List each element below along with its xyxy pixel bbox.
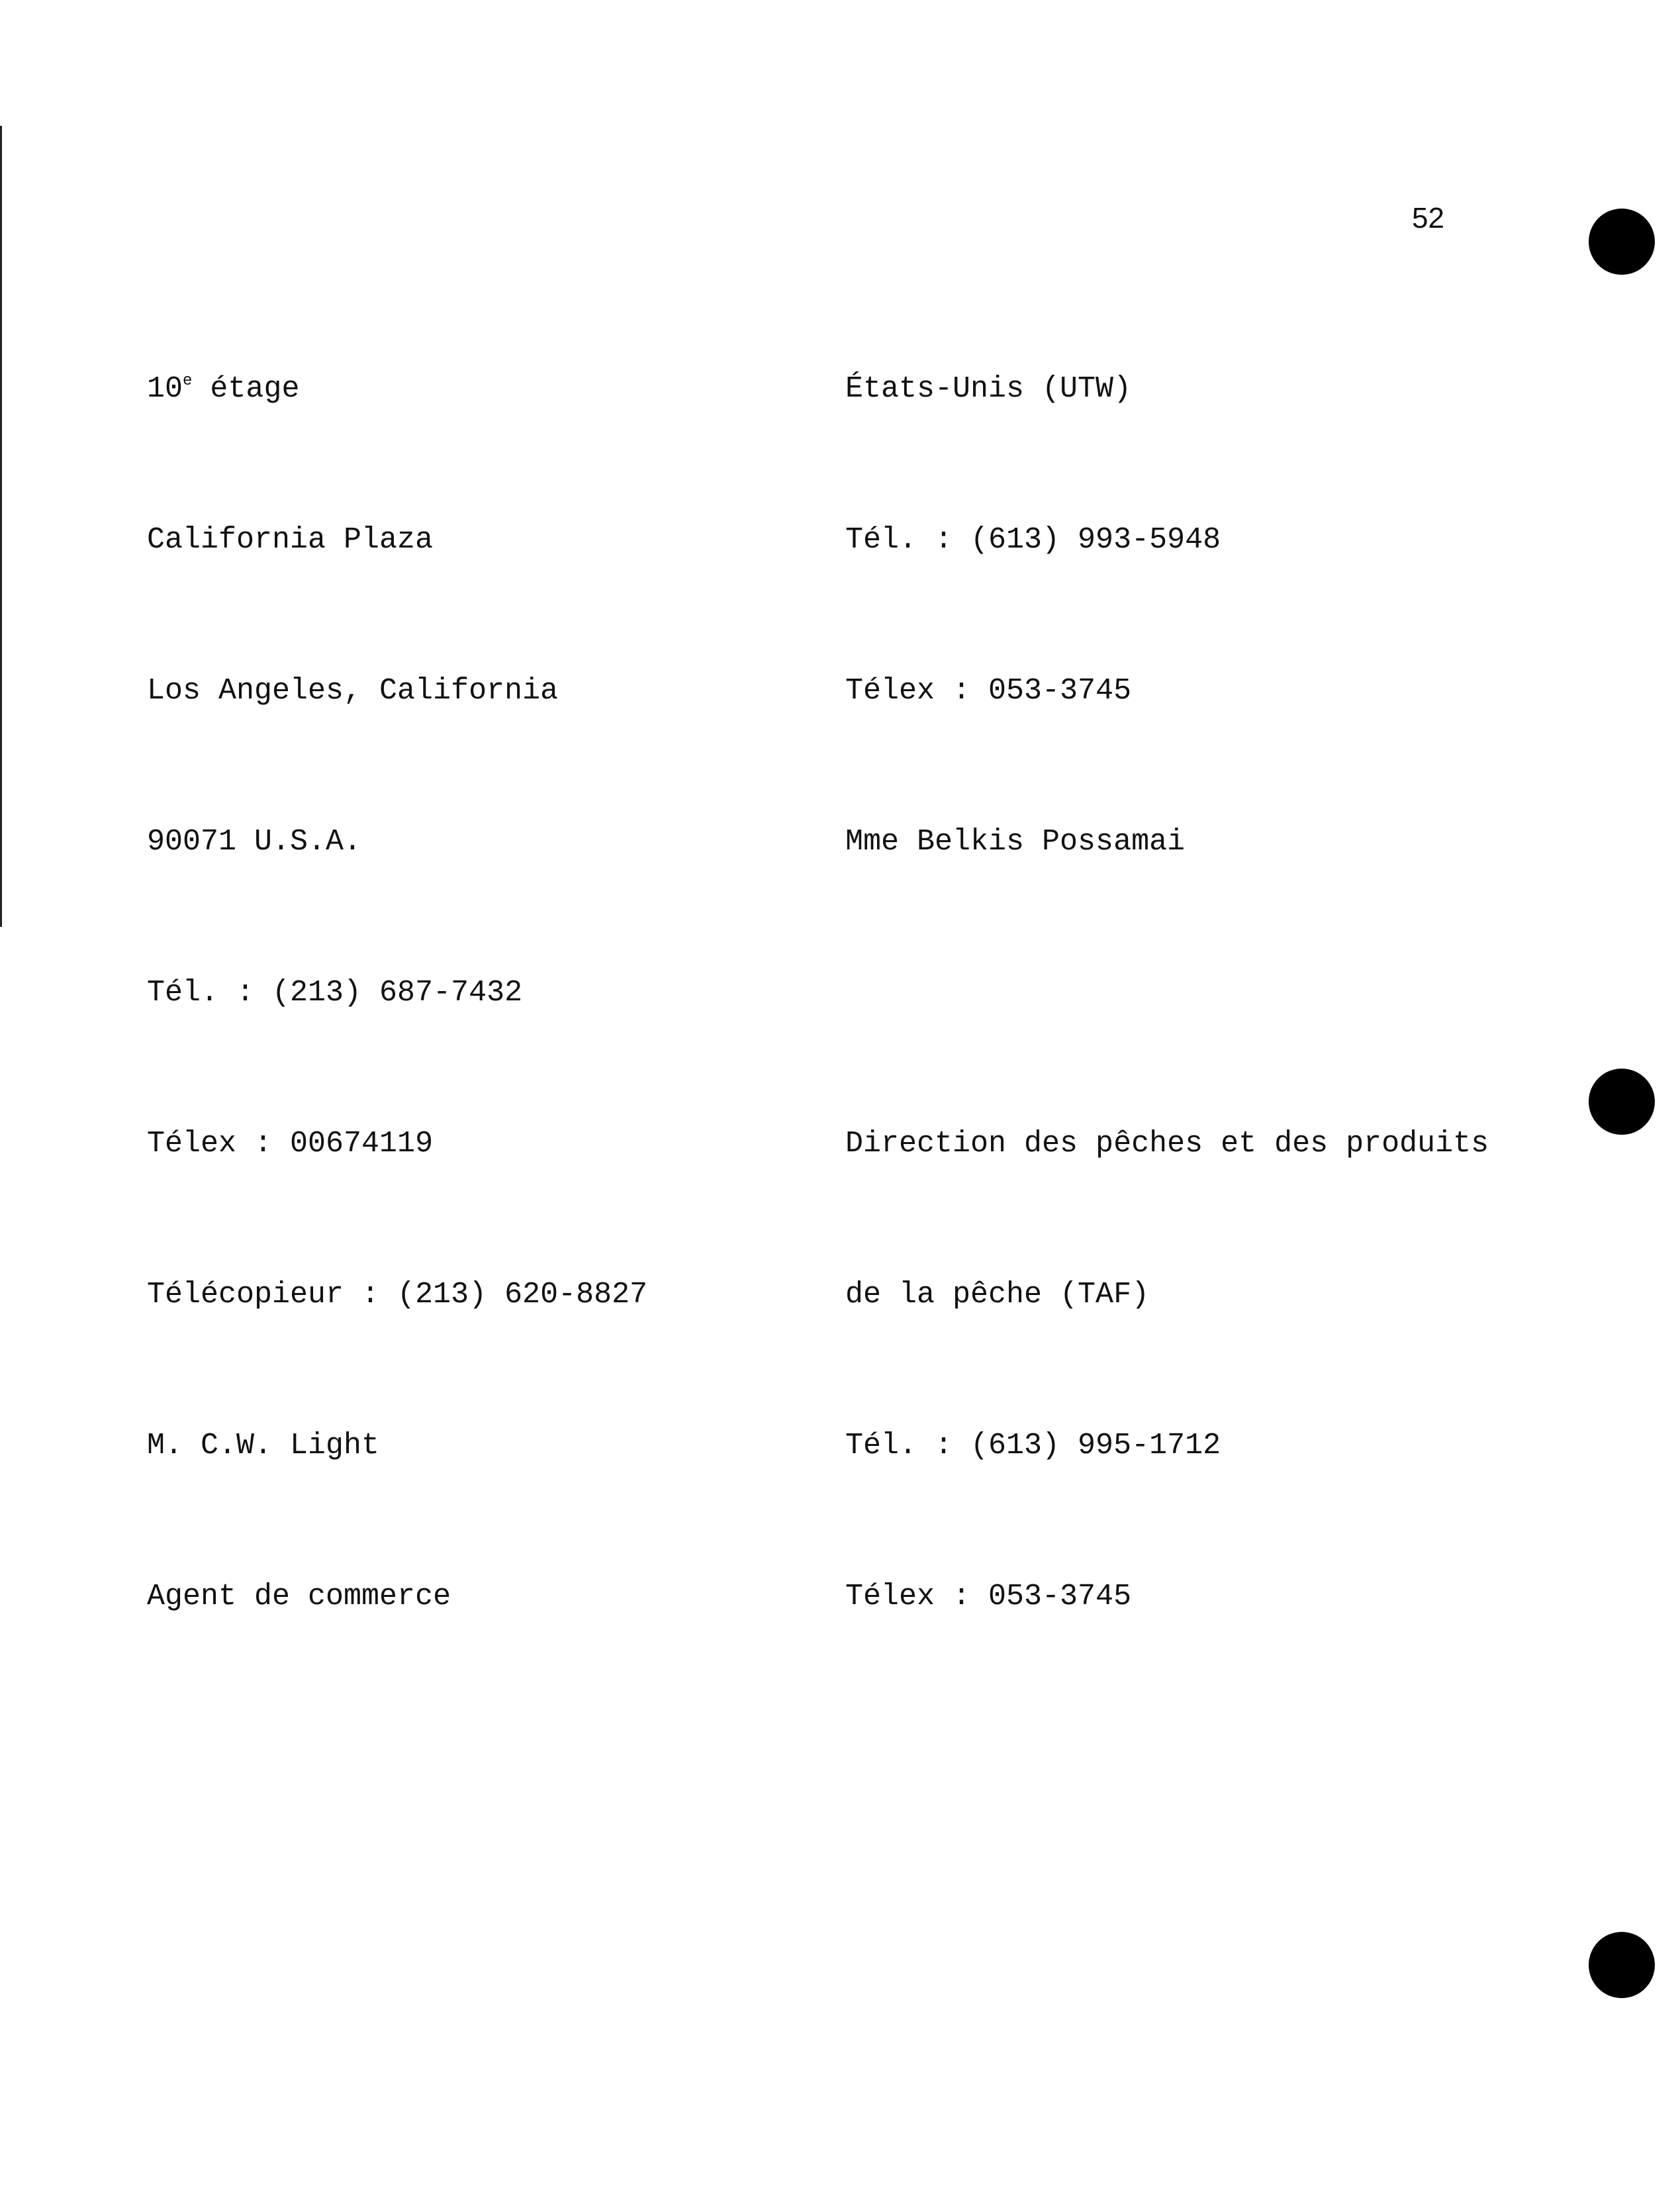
division-line: États-Unis (UTW): [845, 372, 1132, 406]
division-line: Direction des pêches et des produits: [845, 1127, 1489, 1161]
floor-superscript: e: [183, 372, 193, 390]
contact-name: M. C.W. Light: [147, 1429, 380, 1462]
punch-hole-icon: [1589, 209, 1655, 275]
phone-line: Tél. : (213) 687-7432: [147, 976, 523, 1010]
address-line: 90071 U.S.A.: [147, 825, 362, 859]
punch-hole-icon: [1589, 1932, 1655, 1998]
fax-line: Télécopieur : (213) 620-8827: [147, 1278, 648, 1312]
right-address-column: [845, 264, 1489, 1723]
punch-hole-icon: [1589, 1069, 1655, 1135]
telex-line: Télex : 00674119: [147, 1127, 434, 1161]
page-number: 52: [1412, 202, 1444, 234]
telex-line: Télex : 053-3745: [845, 1580, 1132, 1613]
address-line: California Plaza: [147, 523, 434, 557]
floor-line: [147, 364, 647, 414]
phone-line: Tél. : (613) 993-5948: [845, 523, 1221, 557]
left-address-column: [147, 264, 647, 1723]
contact-name: Mme Belkis Possamai: [845, 825, 1186, 859]
address-line: Los Angeles, California: [147, 674, 559, 708]
telex-line: Télex : 053-3745: [845, 674, 1132, 708]
contact-title: Agent de commerce: [147, 1580, 451, 1613]
block-spacer: [845, 968, 1489, 1018]
floor-number: 10: [147, 372, 183, 406]
scan-edge-line: [0, 126, 2, 927]
phone-line: Tél. : (613) 995-1712: [845, 1429, 1221, 1462]
floor-word: étage: [192, 372, 300, 406]
division-line: de la pêche (TAF): [845, 1278, 1150, 1312]
